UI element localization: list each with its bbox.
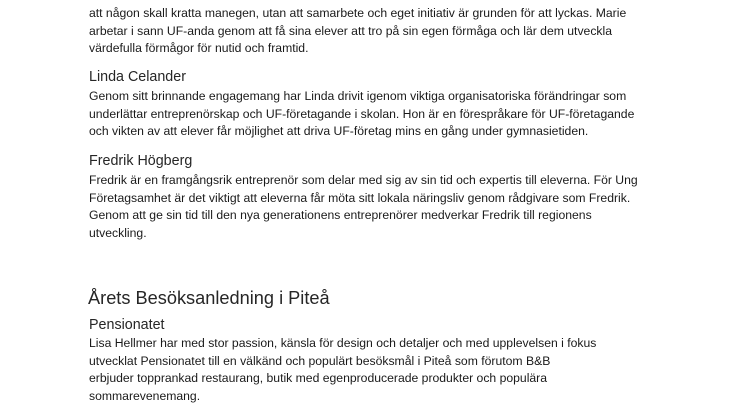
entry-name-linda-celander: Linda Celander (89, 69, 186, 85)
entry-text-pensionatet: Lisa Hellmer har med stor passion, känsla för design och detaljer och med upplevelsen i fokus utvecklat Pensionatet till en välkänd och populärt besöksmål i Piteå som förutom B&B erbjuder topprankad restaurang, butik med egenproducerade produkter och populära sommarevenemang. (89, 336, 597, 404)
entry-text-linda-celander: Genom sitt brinnande engagemang har Linda drivit igenom viktiga organisatoriska förändringar som underlättar entreprenörskap och UF-företagande i skolan. Hon är en förespråkare för UF-företagande och vikten av att elever får möjlighet att driva UF-företag mins en gång under gymnasietiden. (89, 89, 635, 139)
entry-text-fredrik-hogberg: Fredrik är en framgångsrik entreprenör som delar med sig av sin tid och expertis till eleverna. För Ung Företagsamhet är det viktigt att eleverna får möta sitt lokala näringsliv genom rådgivare som Fredrik. Genom att ge sin tid till den nya generationens entreprenörer medverkar Fredrik till regionens utveckling. (89, 173, 638, 241)
entry-name-pensionatet: Pensionatet (89, 317, 165, 333)
section-heading: Årets Besöksanledning i Piteå (88, 288, 330, 308)
intro-paragraph: att någon skall kratta manegen, utan att samarbete och eget initiativ är grunden för att lyckas. Marie arbetar i sann UF-anda genom att få sina elever att tro på sin egen förmåga och lär dem utveckla värdefulla förmågor för nutid och framtid. (89, 6, 627, 56)
entry-name-fredrik-hogberg: Fredrik Högberg (89, 153, 193, 169)
